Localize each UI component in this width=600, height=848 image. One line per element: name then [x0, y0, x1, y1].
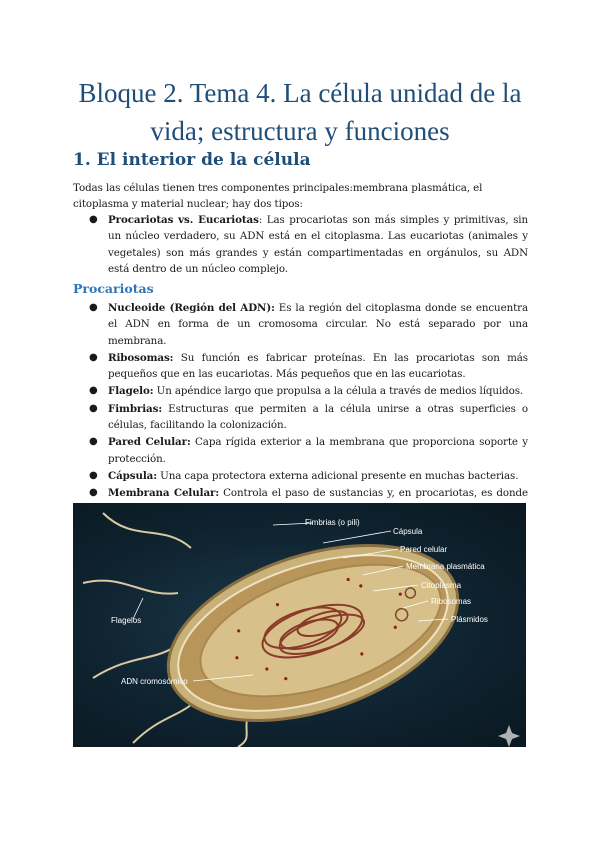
bullet-icon: ●: [89, 351, 98, 363]
list-item: [73, 468, 528, 484]
list-item-term: Flagelo:: [108, 385, 154, 398]
label-membrana: Membrana plasmática: [406, 562, 485, 571]
bullet-icon: ●: [89, 469, 98, 481]
list-item-term: Fimbrias:: [108, 402, 163, 415]
bullet-icon: ●: [89, 487, 98, 499]
bacteria-illustration: [73, 503, 526, 747]
list-item-text: Es la región del citoplasma donde se encuentra el ADN en forma de un cromosoma circular. No está separado por una membrana.: [108, 302, 528, 347]
list-item-term: Nucleoide (Región del ADN):: [108, 302, 275, 314]
prokaryote-parts-list: [73, 300, 528, 519]
flagellum: [103, 513, 191, 548]
label-ribosomas: Ribosomas: [431, 597, 472, 606]
section-heading: 1. El interior de la célula: [73, 150, 311, 170]
bacteria-diagram: [73, 503, 526, 747]
list-item-term: Membrana Celular:: [108, 487, 220, 500]
sparkle-icon: [498, 725, 520, 747]
list-item: [73, 300, 528, 349]
list-item-text: : Las procariotas son más simples y primitivas, sin un núcleo verdadero, su ADN está en el citoplasma. Las eucariotas (animales y vegetales) son más grandes y están compartimentadas en orgánulos, su ADN está dentro de un núcleo complejo.: [108, 214, 528, 275]
list-item-text: Controla el paso de sustancias y, en procariotas, es donde: [223, 487, 528, 500]
list-item-text: Una capa protectora externa adicional presente en muchas bacterias.: [156, 469, 519, 482]
label-capsula: Cápsula: [393, 527, 423, 536]
intro-paragraph: Todas las células tienen tres componentes principales:membrana plasmática, el citoplasma y material nuclear; hay dos tipos:: [73, 182, 483, 210]
list-item: [73, 434, 528, 467]
list-item: [73, 350, 528, 383]
bullet-icon: ●: [89, 385, 98, 397]
list-item-text: Un apéndice largo que propulsa a la célula a través de medios líquidos.: [153, 385, 524, 398]
list-item-text: Estructuras que permiten a la célula unirse a otras superficies o células, facilitando la colonización.: [108, 402, 528, 432]
subsection-heading: Procariotas: [73, 281, 154, 296]
label-pared-celular: Pared celular: [400, 545, 448, 554]
bullet-icon: ●: [89, 402, 98, 414]
label-plasmidos: Plásmidos: [451, 615, 488, 624]
bullet-icon: ●: [89, 302, 98, 313]
types-list: [73, 212, 528, 278]
flagellum: [83, 581, 178, 594]
list-item-term: Procariotas vs. Eucariotas: [108, 214, 259, 226]
list-item: [73, 212, 528, 277]
list-item-term: Pared Celular:: [108, 436, 191, 449]
list-item: [73, 401, 528, 434]
bullet-icon: ●: [89, 436, 98, 448]
list-item-text: Su función es fabricar proteínas. En las procariotas son más pequeños que en las eucariotas. Más pequeños que en las eucariotas.: [108, 351, 528, 381]
label-flagelos: Flagelos: [111, 616, 142, 625]
list-item-text: Capa rígida exterior a la membrana que proporciona soporte y protección.: [108, 436, 528, 465]
list-item-term: Cápsula:: [108, 469, 157, 482]
bullet-icon: ●: [89, 214, 98, 225]
label-citoplasma: Citoplasma: [421, 581, 462, 590]
list-item: [73, 383, 528, 399]
label-adn: ADN cromosómico: [121, 677, 188, 686]
document-title: Bloque 2. Tema 4. La célula unidad de la vida; estructura y funciones: [78, 78, 522, 146]
list-item-term: Ribosomas:: [108, 351, 174, 364]
label-fimbrias: Fimbrias (o pili): [305, 518, 360, 527]
